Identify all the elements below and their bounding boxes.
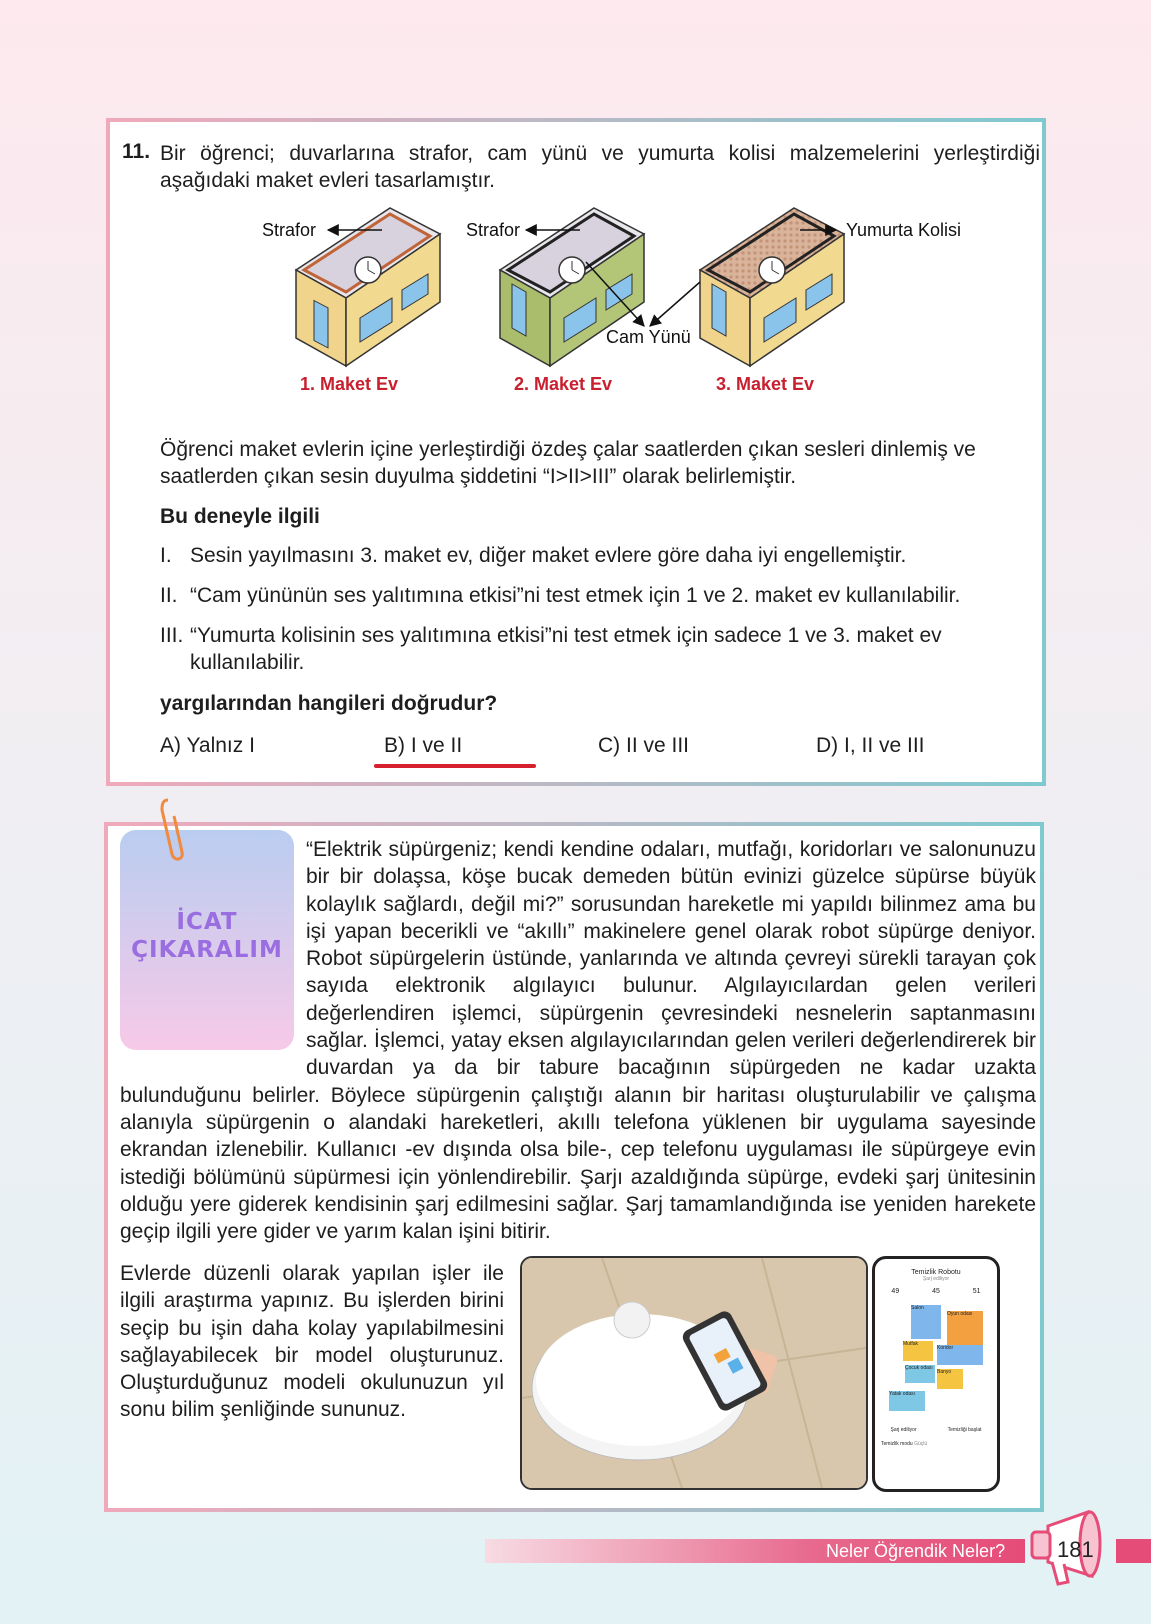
statement-2: II. “Cam yününün ses yalıtımına etkisi”ni test etmek için 1 ve 2. maket ev kullanılabilir.	[160, 584, 961, 607]
page-number: 181	[1057, 1537, 1094, 1562]
label-strafor-2: Strafor	[466, 220, 521, 240]
app-mode: Temizlik modu Güçlü	[881, 1441, 928, 1447]
option-c[interactable]: C) II ve III	[598, 734, 690, 757]
statement-3: III. “Yumurta kolisinin ses yalıtımına etkisi”ni test etmek için sadece 1 ve 3. maket ev kullanılabilir.	[160, 624, 942, 674]
label-strafor-1: Strafor	[262, 220, 317, 240]
robot-vacuum-photo	[520, 1256, 868, 1490]
question-ask: yargılarından hangileri doğrudur?	[160, 692, 498, 715]
app-buttons	[875, 1427, 997, 1433]
question-intro: Bir öğrenci; duvarlarına strafor, cam yünü ve yumurta kolisi malzemelerini yerleştirdiği aşağıdaki maket evleri tasarlamıştır.	[160, 142, 1040, 192]
statement-1: I. Sesin yayılmasını 3. maket ev, diğer maket evlere göre daha iyi engellemiştir.	[160, 544, 907, 567]
house-3-label: 3. Maket Ev	[716, 374, 815, 394]
app-btn-charging[interactable]: Şarj ediliyor	[890, 1427, 917, 1433]
house-3	[700, 208, 844, 366]
question-11-box	[106, 118, 1046, 786]
app-stats: 49 45 51	[891, 1288, 981, 1295]
option-d[interactable]: D) I, II ve III	[816, 734, 925, 757]
app-btn-start[interactable]: Temizliği başlat	[947, 1427, 982, 1433]
activity-text: Evlerde düzenli olarak yapılan işler ile ilgili araştırma yapınız. Bu işlerden birini seçip bu işin daha kolay yapılabilmesini sağlayabilecek bir model oluşturunuz. Oluşturduğunuz modeli okulunuzun yıl sonu bilim şenliğinde sununuz.	[120, 1262, 504, 1422]
lead-text: Bu deneyle ilgili	[160, 505, 320, 528]
icat-text: “Elektrik süpürgeniz; kendi kendine odaları, mutfağı, koridorları ve salonunuzu bir bir dolaşsa, köşe bucak demeden bütün evinizi güzelce süpürse büyük kolaylık sağlardı, değil mi?” sorusundan hareketle mi yapıldı bilinmez ama bu işi yapan becerikli ve “akıllı” makinelere genel olarak robot süpürge deniyor. Robot süpürgelerin üstünde, yanlarında ve altında çevreyi sürekli tarayan çok sayıda elektronik algılayıcı bulunur. Algılayıcılardan gelen verileri değerlendiren işlemci, süpürgenin çevresindeki nesnelerin saptanmasını sağlar. İşlemci, yatay eksen algılayıcılarından gelen verileri değerlendirerek bir duvardan ya da bir tabure bacağının süpürgeden ne kadar uzakta bulunduğunu belirler. Böylece süpürgenin çalıştığı alanın bir haritası oluşturulabilir ve çalışma alanıyla süpürgenin o alandaki hareketleri, akıllı telefona yüklenen bir uygulama sayesinde ekrandan izlenebilir. Kullanıcı -ev dışında olsa bile-, cep telefonu uygulaması ile süpürgeye evin istediği bölümünü süpürmesi için yönlendirebilir. Şarjı azaldığında süpürge, evdeki şarj ünitesinin olduğu yere giderek kendisinin şarj edilmesini sağlar. Şarj tamamlandığında ise yeniden harekete geçip ilgili yere gider ve yarım kalan işini bitirir.	[120, 838, 1036, 1244]
maket-ev-figure	[110, 202, 1050, 412]
option-b[interactable]: B) I ve II	[384, 734, 463, 757]
answer-underline	[374, 764, 536, 768]
label-yumurta-kolisi: Yumurta Kolisi	[846, 220, 962, 240]
icat-box	[104, 822, 1044, 1512]
house-1	[296, 208, 440, 366]
app-subtitle: Şarj ediliyor	[922, 1276, 950, 1282]
icat-title: İCAT ÇIKARALIM	[131, 909, 283, 963]
label-cam-yunu: Cam Yünü	[606, 327, 691, 347]
phone-app-screenshot	[872, 1256, 1000, 1492]
experiment-paragraph: Öğrenci maket evlerin içine yerleştirdiği özdeş çalar saatlerden çıkan sesleri dinlemiş ve saatlerden çıkan sesin duyulma şiddetini “I>II>III” olarak belirlemiştir.	[160, 438, 976, 488]
app-map: Salon Oyun odası Mutfak Koridor Çocuk odası Banyo Yatak odası	[883, 1301, 989, 1421]
app-title: Temizlik Robotu	[911, 1269, 961, 1276]
option-a[interactable]: A) Yalnız I	[160, 734, 255, 757]
house-1-label: 1. Maket Ev	[300, 374, 399, 394]
footer-section-title: Neler Öğrendik Neler?	[826, 1541, 1006, 1561]
house-2-label: 2. Maket Ev	[514, 374, 613, 394]
footer-bar-right	[1116, 1539, 1151, 1563]
question-number: 11.	[122, 140, 151, 163]
